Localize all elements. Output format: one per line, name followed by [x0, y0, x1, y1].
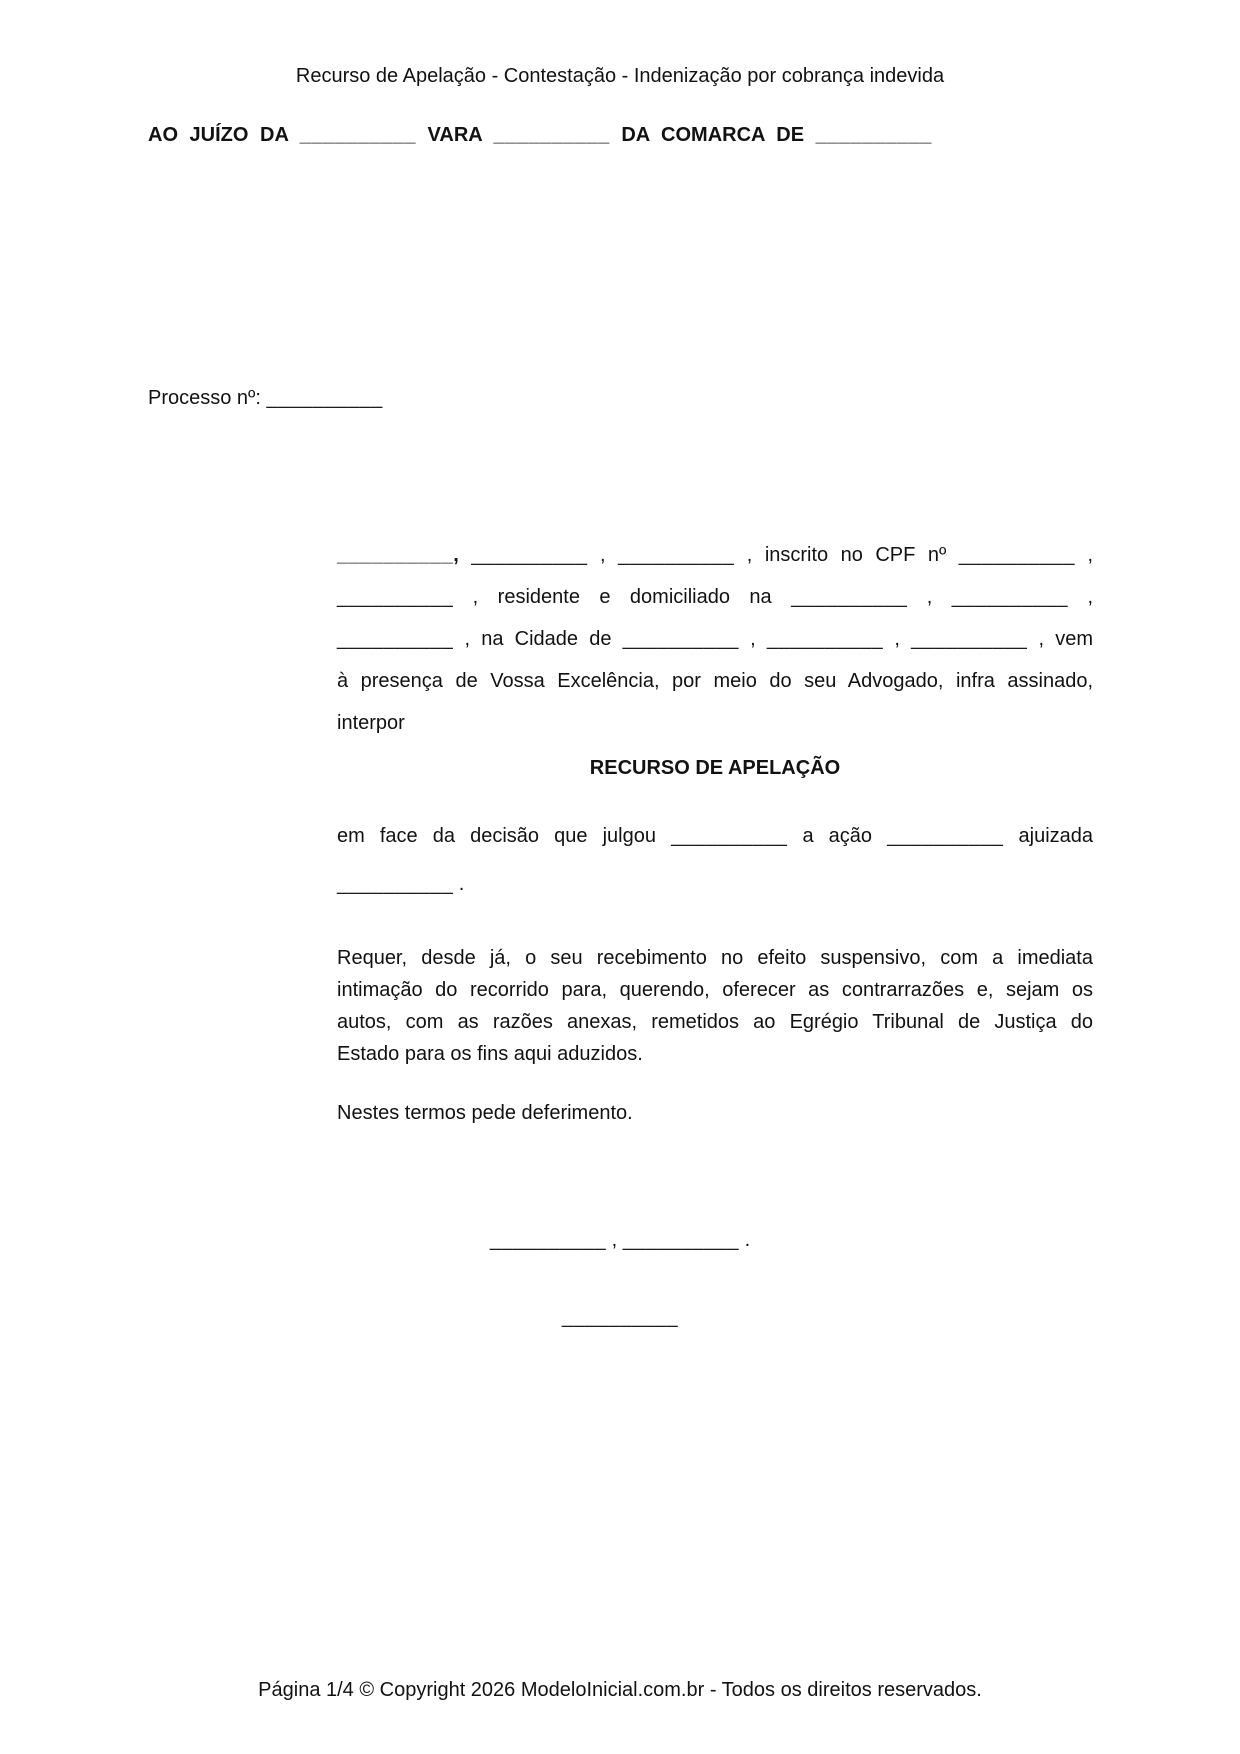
text-segment: , [600, 544, 606, 566]
blank-field: __________ [489, 1229, 607, 1251]
court-header-line [148, 123, 1092, 147]
blank-field: __________ [671, 825, 788, 847]
blank-field: __________ [493, 124, 610, 146]
text-segment: AO JUÍZO DA [148, 124, 289, 146]
blank-field: __________ [337, 544, 454, 566]
blank-field: __________ [299, 124, 416, 146]
appeal-object-paragraph [337, 812, 1093, 908]
blank-field: __________ [471, 544, 588, 566]
closing-line: Nestes termos pede deferimento. [337, 1102, 633, 1124]
page-footer: Página 1/4 © Copyright 2026 ModeloInicial.com.br - Todos os direitos reservados. [258, 1679, 982, 1701]
text-segment: ajuizada [1018, 825, 1094, 847]
text-segment: interpor [337, 712, 405, 734]
text-segment: residente e domiciliado na [497, 586, 772, 608]
text-segment: intimação do recorrido para, querendo, oferecer as contrarrazões e, sejam os [337, 979, 1093, 1001]
blank-field: __________ [618, 544, 735, 566]
paragraph-line [337, 660, 1093, 702]
paragraph-line [337, 576, 1093, 618]
blank-field: __________ [337, 628, 454, 650]
paragraph-line [337, 1038, 1093, 1070]
text-segment: Requer, desde já, o seu recebimento no efeito suspensivo, com a imediata [337, 947, 1093, 969]
document-body [337, 534, 1093, 1125]
blank-field: __________ [622, 1229, 740, 1251]
blank-field: __________ [958, 544, 1075, 566]
paragraph-line [337, 618, 1093, 660]
request-paragraph [337, 942, 1093, 1070]
paragraph-line [337, 812, 1093, 860]
text-segment: a ação [802, 825, 873, 847]
text-segment: DA COMARCA DE [621, 124, 805, 146]
blank-field: __________ [815, 124, 932, 146]
text-segment: autos, com as razões anexas, remetidos ao Egrégio Tribunal de Justiça do [337, 1011, 1093, 1033]
text-segment: . [744, 1229, 751, 1251]
paragraph-line [337, 534, 1093, 576]
paragraph-line [337, 702, 1093, 744]
blank-field: __________ [337, 586, 454, 608]
blank-field: __________ [887, 825, 1004, 847]
text-segment: em face da decisão que julgou [337, 825, 656, 847]
text-segment: , [453, 544, 459, 566]
signature-line [0, 1305, 1240, 1329]
blank-field: __________ [951, 586, 1068, 608]
blank-field: __________ [337, 873, 454, 895]
text-segment: Processo nº: [148, 387, 261, 409]
qualification-paragraph [337, 534, 1093, 744]
blank-field: __________ [561, 1306, 679, 1328]
text-segment: , [1038, 628, 1045, 650]
text-segment: inscrito no CPF nº [764, 544, 947, 566]
text-segment: , [750, 628, 756, 650]
paragraph-line [337, 860, 1093, 908]
text-segment: . [458, 873, 465, 895]
blank-field: __________ [266, 387, 383, 409]
text-segment: na Cidade de [481, 628, 612, 650]
text-segment: VARA [427, 124, 482, 146]
document-title: Recurso de Apelação - Contestação - Indenização por cobrança indevida [295, 65, 945, 87]
text-segment: , [1087, 586, 1093, 608]
blank-field: __________ [911, 628, 1028, 650]
text-segment: , [1087, 544, 1094, 566]
blank-field: __________ [622, 628, 739, 650]
process-number-line [148, 386, 1092, 410]
appeal-heading: RECURSO DE APELAÇÃO [589, 757, 841, 779]
text-segment: , [926, 586, 933, 608]
text-segment: , [472, 586, 479, 608]
text-segment: , [611, 1229, 618, 1251]
blank-field: __________ [791, 586, 908, 608]
text-segment: , [894, 628, 900, 650]
paragraph-line [337, 1006, 1093, 1038]
place-date-line [0, 1228, 1240, 1252]
text-segment: Estado para os fins aqui aduzidos. [337, 1043, 643, 1065]
paragraph-line [337, 942, 1093, 974]
text-segment: à presença de Vossa Excelência, por meio do seu Advogado, infra assinado, [337, 670, 1093, 692]
text-segment: , [464, 628, 470, 650]
paragraph-line [337, 974, 1093, 1006]
text-segment: , [746, 544, 753, 566]
blank-field: __________ [766, 628, 884, 650]
text-segment: vem [1055, 628, 1094, 650]
